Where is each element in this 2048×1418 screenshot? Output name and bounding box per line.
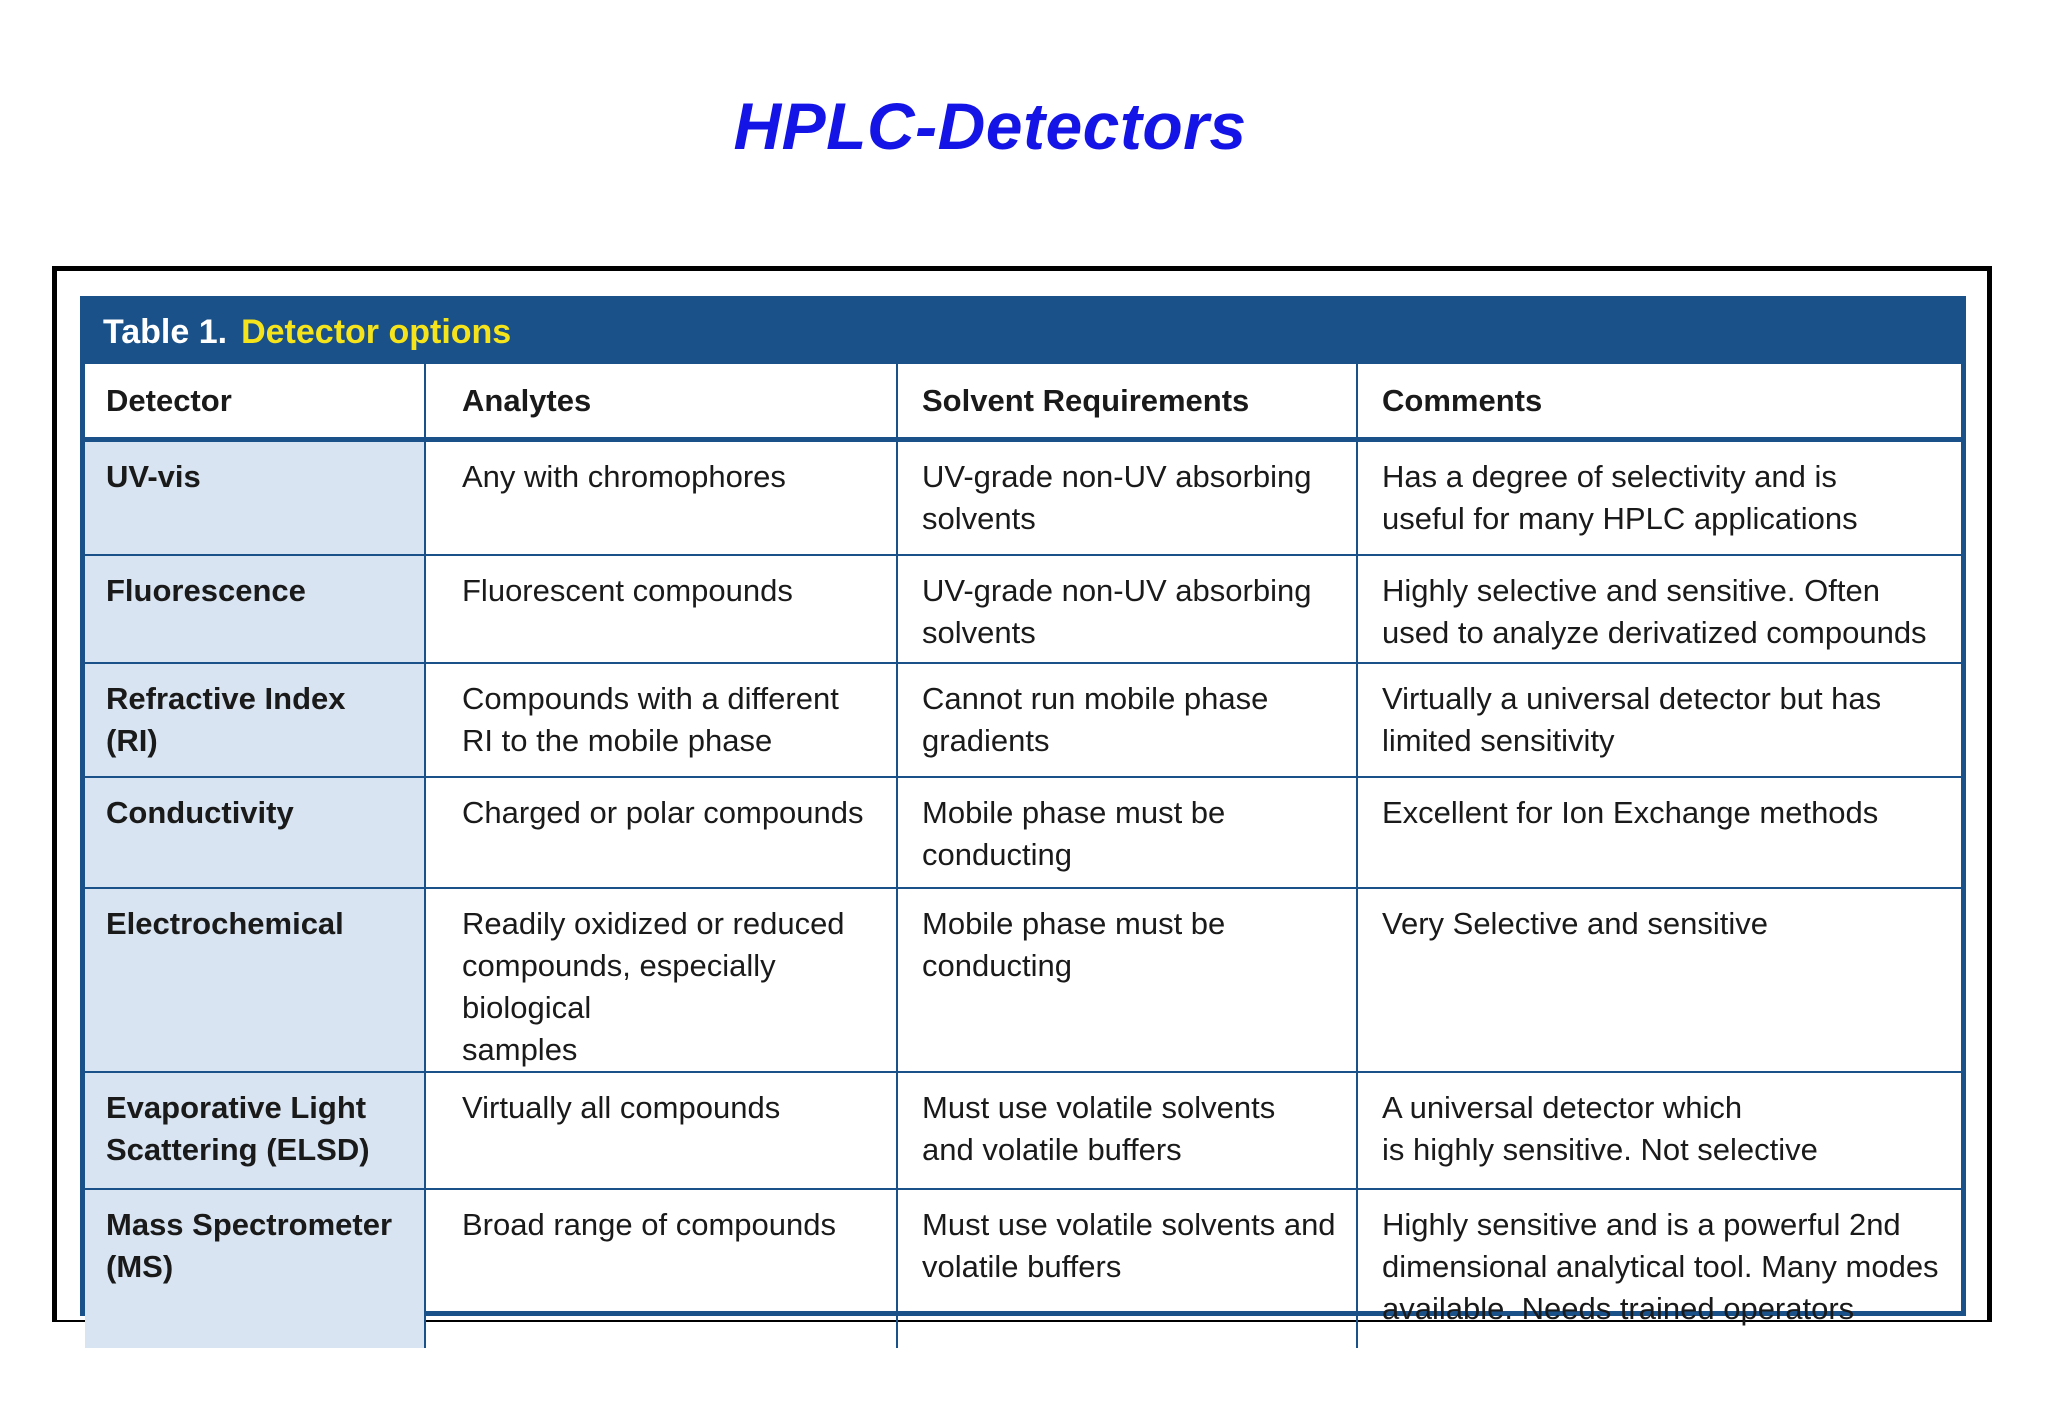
analytes-cell: Virtually all compounds	[425, 1072, 897, 1189]
solvent-cell: UV-grade non-UV absorbing solvents	[897, 440, 1357, 556]
analytes-cell: Any with chromophores	[425, 440, 897, 556]
comments-cell: A universal detector which is highly sensitive. Not selective	[1357, 1072, 1961, 1189]
slide-title: HPLC-Detectors	[733, 89, 1247, 163]
comments-cell: Highly selective and sensitive. Often used to analyze derivatized compounds	[1357, 555, 1961, 663]
table-caption	[85, 301, 1961, 364]
comments-cell: Virtually a universal detector but has limited sensitivity	[1357, 663, 1961, 777]
solvent-cell: UV-grade non-UV absorbing solvents	[897, 555, 1357, 663]
table-row	[85, 663, 1961, 777]
header-comments: Comments	[1357, 364, 1961, 440]
comments-cell: Has a degree of selectivity and is useful for many HPLC applications	[1357, 440, 1961, 556]
comments-cell: Very Selective and sensitive	[1357, 888, 1961, 1072]
table-row	[85, 555, 1961, 663]
solvent-cell: Mobile phase must be conducting	[897, 888, 1357, 1072]
detector-table	[85, 364, 1961, 1348]
detector-cell: Mass Spectrometer (MS)	[85, 1189, 425, 1348]
comments-cell: Highly sensitive and is a powerful 2nd dimensional analytical tool. Many modes available. Needs trained operators	[1382, 1207, 1939, 1326]
table-row	[85, 888, 1961, 1072]
header-solvent-requirements: Solvent Requirements	[897, 364, 1357, 440]
analytes-cell: Fluorescent compounds	[425, 555, 897, 663]
table-row	[85, 777, 1961, 888]
header-detector: Detector	[85, 364, 425, 440]
analytes-cell: Charged or polar compounds	[425, 777, 897, 888]
table-row	[85, 440, 1961, 556]
solvent-cell: Cannot run mobile phase gradients	[897, 663, 1357, 777]
analytes-cell: Compounds with a different RI to the mobile phase	[425, 663, 897, 777]
solvent-cell: Mobile phase must be conducting	[897, 777, 1357, 888]
analytes-cell: Broad range of compounds	[425, 1189, 897, 1348]
detector-cell: Fluorescence	[85, 555, 425, 663]
detector-cell: Refractive Index (RI)	[85, 663, 425, 777]
comments-cell: Excellent for Ion Exchange methods	[1357, 777, 1961, 888]
table-header-row	[85, 364, 1961, 440]
detector-cell: Conductivity	[85, 777, 425, 888]
header-analytes: Analytes	[425, 364, 897, 440]
analytes-cell: Readily oxidized or reduced compounds, especially biological samples	[425, 888, 897, 1072]
solvent-cell: Must use volatile solvents and volatile buffers	[897, 1072, 1357, 1189]
table-row	[85, 1072, 1961, 1189]
detector-cell: UV-vis	[85, 440, 425, 556]
table-caption-text: Detector options	[241, 313, 512, 351]
detector-cell: Electrochemical	[85, 888, 425, 1072]
detector-cell: Evaporative Light Scattering (ELSD)	[85, 1072, 425, 1189]
detector-options-table	[80, 296, 1966, 1326]
solvent-cell: Must use volatile solvents and volatile buffers	[897, 1189, 1357, 1348]
table-caption-number: Table 1.	[103, 313, 228, 351]
table-row	[85, 1189, 1961, 1348]
